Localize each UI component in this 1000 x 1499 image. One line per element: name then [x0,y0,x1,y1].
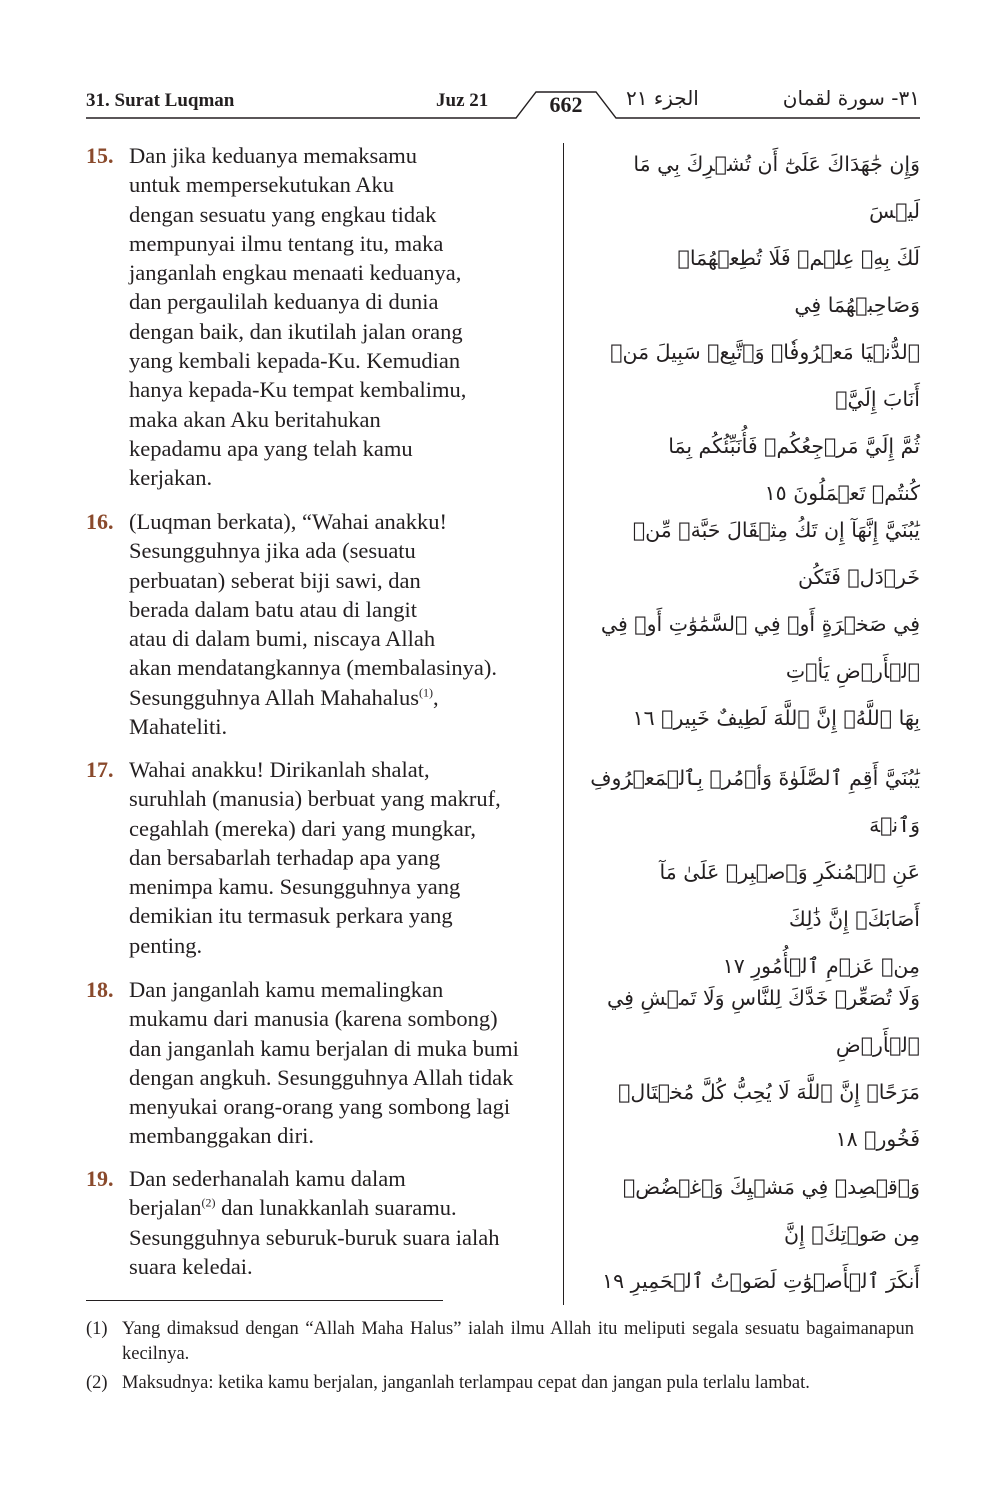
verse-number: 15. [86,143,114,168]
page-number: 662 [549,92,583,117]
verse-arabic: وَإِن جَٰهَدَاكَ عَلَىٰٓ أَن تُشۡرِكَ بِي مَا لَيۡسَ لَكَ بِهِۦ عِلۡمٞ فَلَا تُطِعۡهُمَاۖ وَصَاحِبۡهُمَا فِي ٱلدُّنۡيَا مَعۡرُوفٗاۖ وَٱتَّبِعۡ سَبِيلَ مَنۡ أَنَابَ إِلَيَّۚ ثُمَّ إِلَيَّ مَرۡجِعُكُمۡ فَأُنَبِّئُكُم بِمَا كُنتُمۡ تَعۡمَلُونَ ١٥ [610,152,920,505]
juz-label-arabic: الجزء ٢١ [626,86,699,110]
footnote-mark: (1) [86,1319,108,1339]
juz-label-latin: Juz 21 [436,90,489,111]
verse-number: 17. [86,757,114,782]
verse-arabic: وَٱقۡصِدۡ فِي مَشۡيِكَ وَٱغۡضُضۡ مِن صَوۡتِكَۚ إِنَّ أَنكَرَ ٱلۡأَصۡوَٰتِ لَصَوۡتُ ٱلۡحَمِيرِ ١٩ [602,1175,920,1293]
verse-number: 19. [86,1166,114,1191]
translation-text-after: , Mahateliti. [129,684,439,740]
footnote-text: Yang dimaksud dengan “Allah Maha Halus” ialah ilmu Allah itu meliputi segala sesuatu bagaimanapun kecilnya. [122,1319,914,1364]
verse-arabic: يَٰبُنَيَّ أَقِمِ ٱلصَّلَوٰةَ وَأۡمُرۡ بِٱلۡمَعۡرُوفِ وَٱنۡهَ عَنِ ٱلۡمُنكَرِ وَٱصۡبِرۡ عَلَىٰ مَآ أَصَابَكَۖ إِنَّ ذَٰلِكَ مِنۡ عَزۡمِ ٱلۡأُمُورِ ١٧ [590,766,920,978]
verse-translation [129,507,569,741]
footnote-1 [86,1317,914,1367]
footnote-text: Maksudnya: ketika kamu berjalan, janganlah terlampau cepat dan jangan pula terlalu lambat. [122,1373,810,1393]
verse-arabic: يَٰبُنَيَّ إِنَّهَآ إِن تَكُ مِثۡقَالَ حَبَّةٖ مِّنۡ خَرۡدَلٖ فَتَكُن فِي صَخۡرَةٍ أَوۡ فِي ٱلسَّمَٰوَٰتِ أَوۡ فِي ٱلۡأَرۡضِ يَأۡتِ بِهَا ٱللَّهُۚ إِنَّ ٱللَّهَ لَطِيفٌ خَبِيرٞ ١٦ [600,518,920,730]
surah-name-arabic: ٣١- سورة لقمان [782,86,920,110]
surah-name-latin: 31. Surat Luqman [86,90,235,111]
verse-number: 16. [86,509,114,534]
translation-text-after: dan lunakkanlah suaramu. Sesungguhnya seburuk-buruk suara ialah suara keledai. [129,1195,500,1279]
verse-translation: Dan jika keduanya memaksamu untuk mempersekutukan Aku dengan sesuatu yang engkau tidak mempunyai ilmu tentang itu, maka janganlah engkau menaati keduanya, dan pergaulilah keduanya di dunia dengan baik, dan ikutilah jalan orang yang kembali kepada-Ku. Kemudian hanya kepada-Ku tempat kembalimu, maka akan Aku beritahukan kepadamu apa yang telah kamu kerjakan. [129,143,467,491]
footnote-rule [86,1300,443,1301]
footnote-ref-2[interactable]: (2) [201,1195,216,1210]
translation-text: Dan sederhanalah kamu dalam berjalan [129,1166,406,1221]
footnote-mark: (2) [86,1373,108,1393]
verse-arabic: وَلَا تُصَعِّرۡ خَدَّكَ لِلنَّاسِ وَلَا تَمۡشِ فِي ٱلۡأَرۡضِ مَرَحًاۖ إِنَّ ٱللَّهَ لَا يُحِبُّ كُلَّ مُخۡتَالٖ فَخُورٖ ١٨ [607,986,920,1151]
verse-translation: Dan janganlah kamu memalingkan mukamu dari manusia (karena sombong) dan janganlah kamu berjalan di muka bumi dengan angkuh. Sesungguhnya Allah tidak menyukai orang-orang yang sombong lagi membanggakan diri. [129,977,519,1149]
page-header [86,78,920,128]
footnote-2 [86,1371,914,1396]
verse-number: 18. [86,977,114,1002]
translation-text: (Luqman berkata), “Wahai anakku! Sesungguhnya jika ada (sesuatu perbuatan) seberat biji sawi, dan berada dalam batu atau di langit atau di dalam bumi, niscaya Allah akan mendatangkannya (membalasinya). Sesungguhnya Allah Mahahalus [129,509,497,710]
footnote-ref-1[interactable]: (1) [418,685,433,700]
verse-translation [129,1164,569,1281]
verse-translation: Wahai anakku! Dirikanlah shalat, suruhlah (manusia) berbuat yang makruf, cegahlah (mereka) dari yang mungkar, dan bersabarlah terhadap apa yang menimpa kamu. Sesungguhnya yang demikian itu termasuk perkara yang penting. [129,757,501,958]
